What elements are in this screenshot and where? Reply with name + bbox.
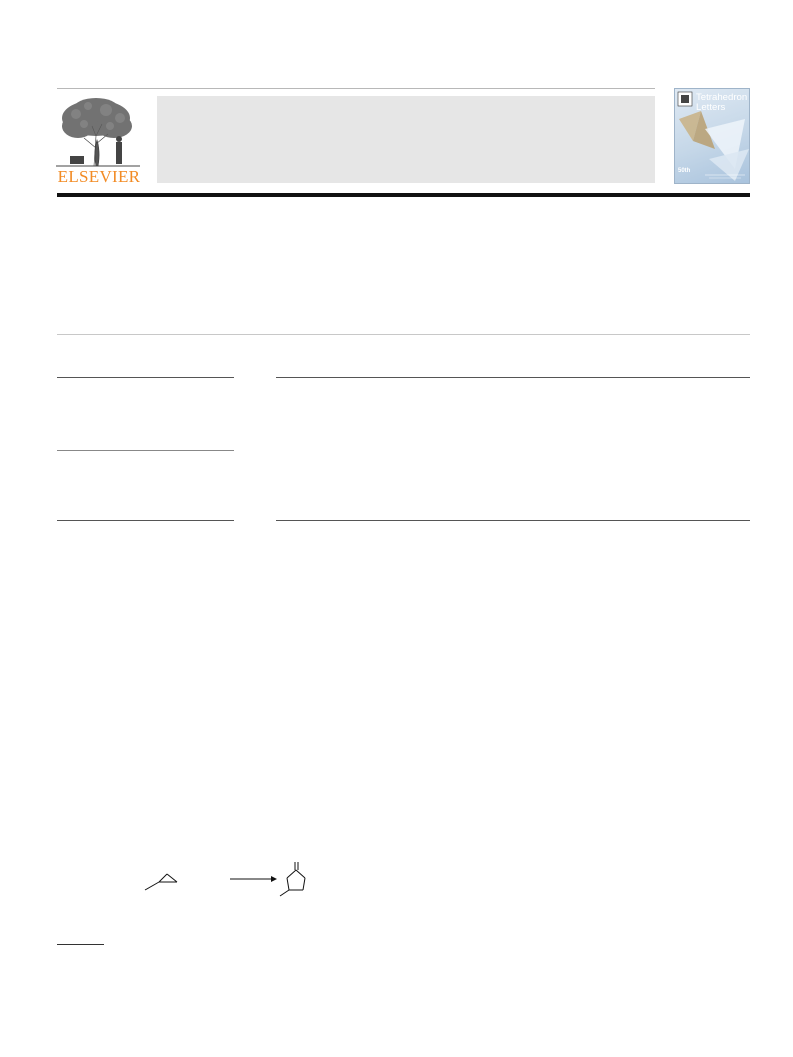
elsevier-tree-icon — [56, 96, 140, 168]
journal-cover — [674, 88, 750, 184]
footnote-rule — [57, 944, 104, 945]
reaction-arrow-icon — [230, 876, 277, 882]
publisher-wordmark: ELSEVIER — [57, 167, 141, 186]
cyclopentanone-structure-icon — [280, 862, 305, 896]
abstract-top-rule — [276, 377, 750, 378]
reaction-scheme — [135, 850, 335, 910]
header-thick-rule — [57, 193, 750, 197]
article-info-mid-rule — [57, 450, 234, 451]
cyclopropane-structure-icon — [145, 874, 177, 890]
header-top-rule — [57, 88, 655, 89]
cover-title: Tetrahedron Letters — [696, 92, 748, 113]
title-divider-rule — [57, 334, 750, 335]
cover-anniversary-badge: 50th — [678, 168, 691, 174]
article-info-top-rule — [57, 377, 234, 378]
article-info-bottom-rule — [57, 520, 234, 521]
journal-banner — [157, 96, 655, 183]
abstract-bottom-rule — [276, 520, 750, 521]
